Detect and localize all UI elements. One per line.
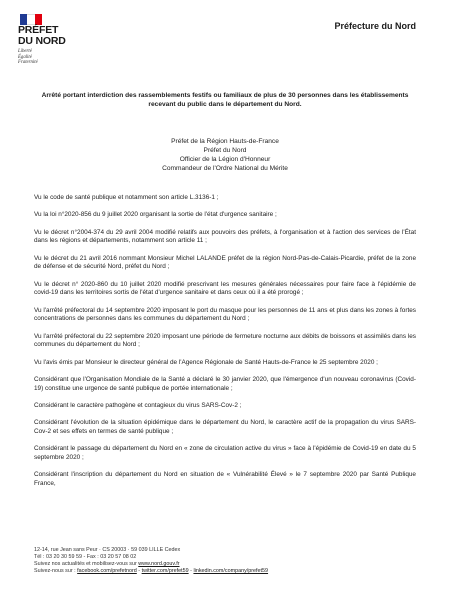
- footer-phone: Tél : 03 20 30 59 59 - Fax : 03 20 57 08 02: [34, 553, 137, 560]
- twitter-link[interactable]: twitter.com/prefet59: [141, 567, 189, 574]
- prefecture-heading: Préfecture du Nord: [334, 21, 416, 31]
- signatory-block: [80, 137, 370, 173]
- recital-paragraph: Considérant le passage du département du Nord en « zone de circulation active du virus » face à l'épidémie de Covid-19 en date du 5 septembre 2020 ;: [34, 445, 416, 462]
- signatory-line: Préfet de la Région Hauts-de-France: [171, 138, 279, 145]
- prefet-du-nord-logo: [18, 14, 78, 66]
- document-title: Arrêté portant interdiction des rassemblements festifs ou familiaux de plus de 30 personnes dans les établissements recevant du public dans le département du Nord.: [41, 92, 409, 108]
- motto-egalite: Égalité: [18, 54, 32, 60]
- recital-paragraph: Vu la loi n°2020-856 du 9 juillet 2020 organisant la sortie de l'état d'urgence sanitaire ;: [34, 211, 277, 219]
- recital-paragraph: Considérant l'évolution de la situation épidémique dans le département du Nord, le caractère actif de la propagation du virus SARS-Cov-2 et ses effets en termes de santé publique ;: [34, 419, 416, 436]
- recital-paragraph: Vu l'arrêté préfectoral du 14 septembre 2020 imposant le port du masque pour les personnes de 11 ans et plus dans les zones à fortes concentrations de personnes dans les communes du département du Nord ;: [34, 306, 416, 323]
- logo-line-1: PRÉFET: [18, 24, 59, 36]
- footer: [34, 547, 416, 575]
- footer-address: 12-14, rue Jean sans Peur · CS 20003 · 59 039 LILLE Cedex: [34, 547, 181, 553]
- motto-liberte: Liberté: [18, 49, 32, 54]
- footer-social-prefix: Suivez-nous sur :: [34, 567, 78, 574]
- logo-line-2: DU NORD: [18, 35, 66, 47]
- recital-paragraph: Vu l'arrêté préfectoral du 22 septembre 2020 imposant une période de fermeture nocturne aux débits de boissons et assimilés dans les communes du département du Nord ;: [34, 332, 416, 349]
- signatory-line: Commandeur de l'Ordre National du Mérite: [162, 165, 288, 172]
- facebook-link[interactable]: facebook.com/prefetnord: [77, 567, 137, 574]
- motto-fraternite: Fraternité: [18, 60, 38, 66]
- recital-paragraph: Considérant l'inscription du département du Nord en situation de « Vulnérabilité Élevé » le 7 septembre 2020 par Santé Publique France,: [34, 471, 416, 488]
- footer-website-line: [34, 561, 416, 568]
- motto: [18, 49, 78, 66]
- signatory-line: Préfet du Nord: [203, 147, 247, 154]
- recital-paragraph: Vu le décret du 21 avril 2016 nommant Monsieur Michel LALANDE préfet de la région Nord-Pas-de-Calais-Picardie, préfet de la zone de défense et de sécurité Nord, préfet du Nord ;: [34, 254, 416, 271]
- recital-paragraph: Vu le décret n°2004-374 du 29 avril 2004 modifié relatifs aux pouvoirs des préfets, à l'organisation et à l'action des services de l'État dans les régions et départements, notamment son article 11 ;: [34, 228, 416, 245]
- website-link[interactable]: www.nord.gouv.fr: [138, 560, 180, 567]
- recital-paragraph: Vu le code de santé publique et notamment son article L.3136-1 ;: [34, 194, 219, 201]
- recitals: [34, 194, 416, 497]
- recital-paragraph: Vu le décret n° 2020-860 du 10 juillet 2020 modifié prescrivant les mesures générales nécessaires pour faire face à l'épidémie de covid-19 dans les territoires sortis de l'état d'urgence sanitaire et dans ceux où il a été prorogé ;: [34, 280, 416, 297]
- footer-info-prefix: Suivez nos actualités et mobilisez-vous sur: [34, 560, 139, 567]
- recital-paragraph: Considérant le caractère pathogène et contagieux du virus SARS-Cov-2 ;: [34, 402, 242, 410]
- linkedin-link[interactable]: linkedin.com/company/prefet59: [193, 567, 269, 574]
- signatory-line: Officier de la Légion d'Honneur: [179, 156, 271, 163]
- recital-paragraph: Considérant que l'Organisation Mondiale de la Santé a déclaré le 30 janvier 2020, que l'émergence d'un nouveau coronavirus (Covid-19) constitue une urgence de santé publique de portée internationale ;: [34, 376, 416, 392]
- footer-social-line: Suivez-nous sur : facebook.com/prefetnord - twitter.com/prefet59 - linkedin.com/company/prefet59: [34, 567, 269, 574]
- recital-paragraph: Vu l'avis émis par Monsieur le directeur général de l'Agence Régionale de Santé Hauts-de-France le 25 septembre 2020 ;: [34, 358, 378, 366]
